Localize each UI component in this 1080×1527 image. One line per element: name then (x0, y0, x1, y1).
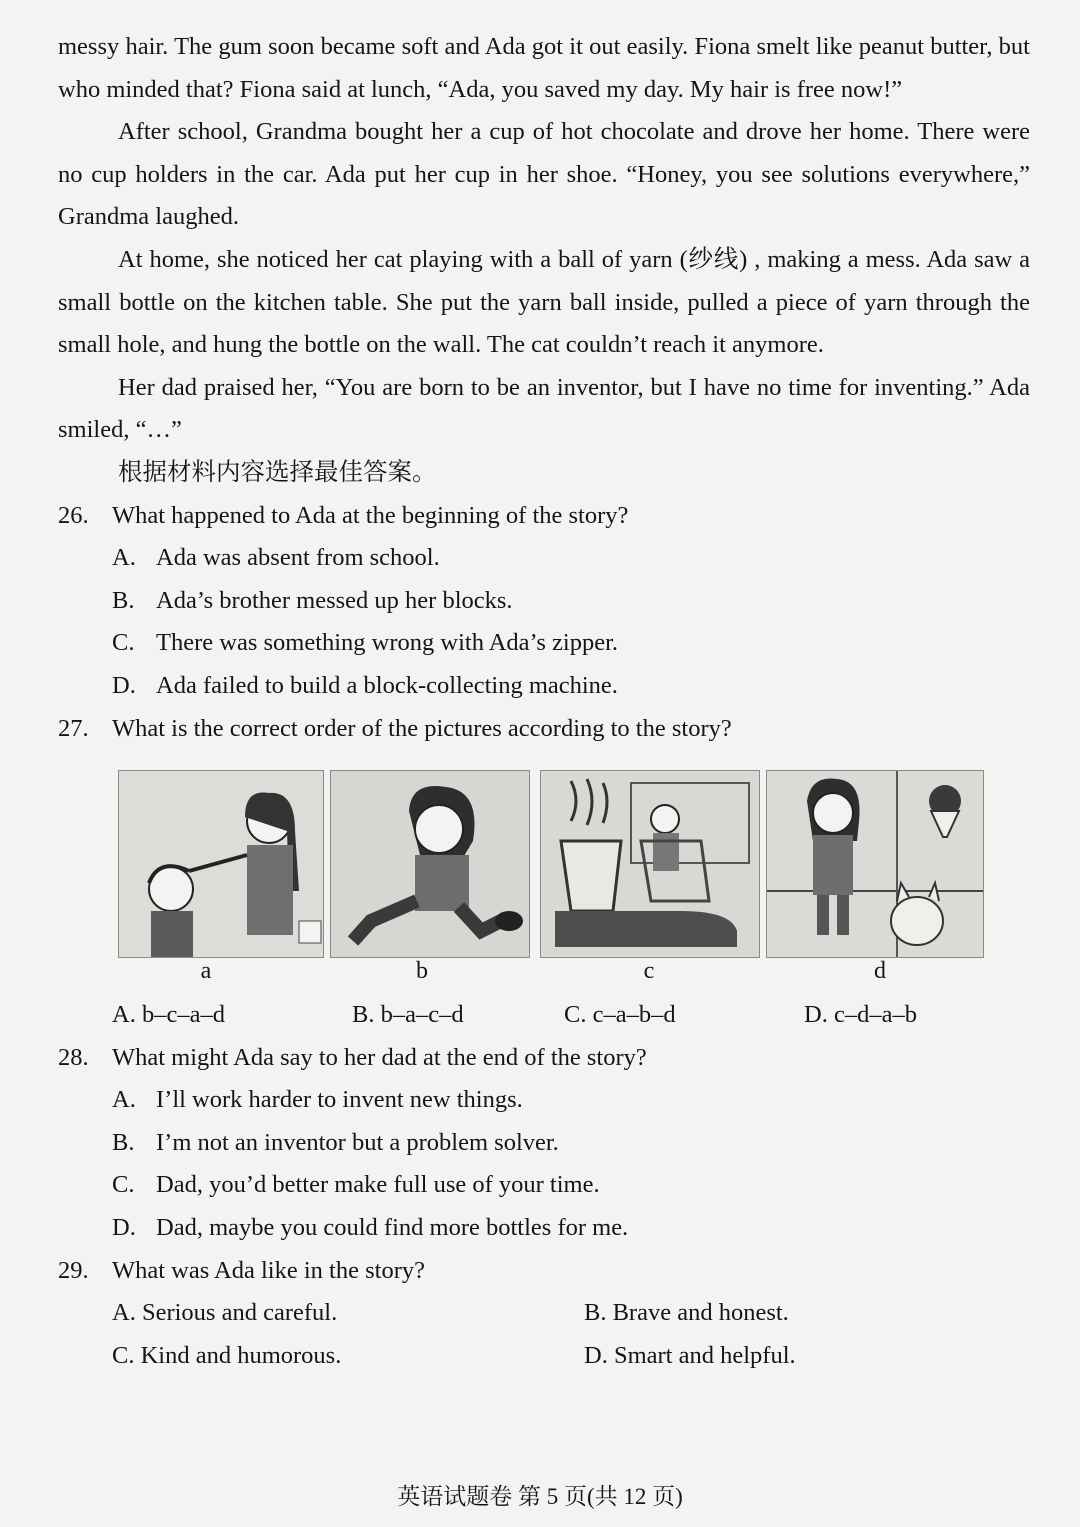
option-text: I’ll work harder to invent new things. (156, 1086, 523, 1114)
question-28 (58, 1037, 1030, 1250)
option-29-c (112, 1335, 584, 1378)
option-letter: B. (352, 1001, 375, 1029)
option-letter: C. (112, 1341, 135, 1369)
page-footer: 英语试题卷 第 5 页(共 12 页) (397, 1484, 683, 1509)
picture-c-image (540, 770, 760, 958)
question-text: What is the correct order of the pictures according to the story? (112, 714, 732, 742)
picture-b-label: b (416, 958, 428, 985)
option-28-c (58, 1164, 1030, 1207)
instruction: 根据材料内容选择最佳答案。 (118, 458, 437, 486)
option-letter: C. (564, 1001, 587, 1029)
option-text: Ada’s brother messed up her blocks. (156, 586, 513, 614)
option-26-b (58, 580, 1030, 623)
option-27-c (564, 994, 804, 1037)
option-28-a (58, 1079, 1030, 1122)
option-text: Serious and careful. (141, 1299, 338, 1327)
option-letter: A. (112, 1086, 136, 1114)
option-28-d (58, 1207, 1030, 1250)
option-letter: B. (584, 1299, 607, 1327)
question-number: 26. (58, 501, 89, 529)
option-text: b–c–a–d (141, 1001, 225, 1029)
option-text: Kind and humorous. (140, 1341, 342, 1369)
question-text: What might Ada say to her dad at the end of the story? (112, 1043, 647, 1071)
option-text: Brave and honest. (612, 1299, 789, 1327)
passage-paragraph-2: After school, Grandma bought her a cup of hot chocolate and drove her home. There were no cup holders in the car. Ada put her cup in her shoe. “Honey, you see solutions everywhere,” Grandma laughed. (58, 118, 1030, 231)
picture-a-image (118, 770, 324, 958)
question-27 (58, 708, 1030, 1037)
options-29-row-2 (58, 1335, 1030, 1378)
option-28-b (58, 1122, 1030, 1165)
option-letter: D. (112, 671, 136, 699)
option-29-a (112, 1292, 584, 1335)
picture-strip (58, 754, 1030, 994)
option-26-d (58, 665, 1030, 708)
question-26 (58, 495, 1030, 708)
option-29-b (584, 1292, 789, 1335)
option-text: Smart and helpful. (613, 1341, 796, 1369)
option-27-b (352, 994, 564, 1037)
option-letter: A. (112, 544, 136, 572)
question-29 (58, 1250, 1030, 1378)
option-26-a (58, 537, 1030, 580)
passage-paragraph-3: At home, she noticed her cat playing with a ball of yarn (纱线) , making a mess. Ada saw a small bottle on the kitchen table. She put the yarn ball inside, pulled a piece of yarn through the small hole, and hung the bottle on the wall. The cat couldn’t reach it anymore. (58, 245, 1030, 359)
option-text: b–a–c–d (380, 1001, 464, 1029)
option-letter: A. (112, 1299, 136, 1327)
exam-page (58, 26, 1030, 1377)
options-29-row-1 (58, 1292, 1030, 1335)
option-letter: B. (112, 586, 135, 614)
option-text: c–d–a–b (833, 1001, 917, 1029)
question-number: 27. (58, 714, 89, 742)
question-text: What was Ada like in the story? (112, 1256, 425, 1284)
option-text: Dad, you’d better make full use of your time. (156, 1171, 600, 1199)
question-number: 29. (58, 1256, 89, 1284)
option-letter: C. (112, 1171, 135, 1199)
picture-d-image (766, 770, 984, 958)
option-letter: D. (112, 1214, 136, 1242)
option-letter: D. (804, 1001, 828, 1029)
picture-d-label: d (874, 958, 886, 985)
option-text: Ada failed to build a block-collecting machine. (156, 671, 618, 699)
option-text: Dad, maybe you could find more bottles for me. (156, 1214, 629, 1242)
option-26-c (58, 622, 1030, 665)
option-29-d (584, 1335, 796, 1378)
option-letter: C. (112, 629, 135, 657)
picture-c-label: c (643, 958, 655, 985)
picture-b-image (330, 770, 530, 958)
passage-paragraph-1: messy hair. The gum soon became soft and Ada got it out easily. Fiona smelt like peanut butter, but who minded that? Fiona said at lunch, “Ada, you saved my day. My hair is free now!” (58, 33, 1030, 103)
option-letter: A. (112, 1001, 136, 1029)
picture-a-label: a (200, 958, 212, 985)
option-letter: B. (112, 1128, 135, 1156)
option-27-a (112, 994, 352, 1037)
option-text: Ada was absent from school. (156, 544, 440, 572)
option-text: I’m not an inventor but a problem solver. (156, 1128, 559, 1156)
question-text: What happened to Ada at the beginning of the story? (112, 501, 629, 529)
option-letter: D. (584, 1341, 608, 1369)
passage-paragraph-4: Her dad praised her, “You are born to be an inventor, but I have no time for inventing.” Ada smiled, “…” (58, 373, 1030, 444)
question-number: 28. (58, 1043, 89, 1071)
option-text: c–a–b–d (592, 1001, 676, 1029)
option-27-d (804, 994, 917, 1037)
options-27 (58, 994, 1030, 1037)
option-text: There was something wrong with Ada’s zipper. (156, 629, 619, 657)
